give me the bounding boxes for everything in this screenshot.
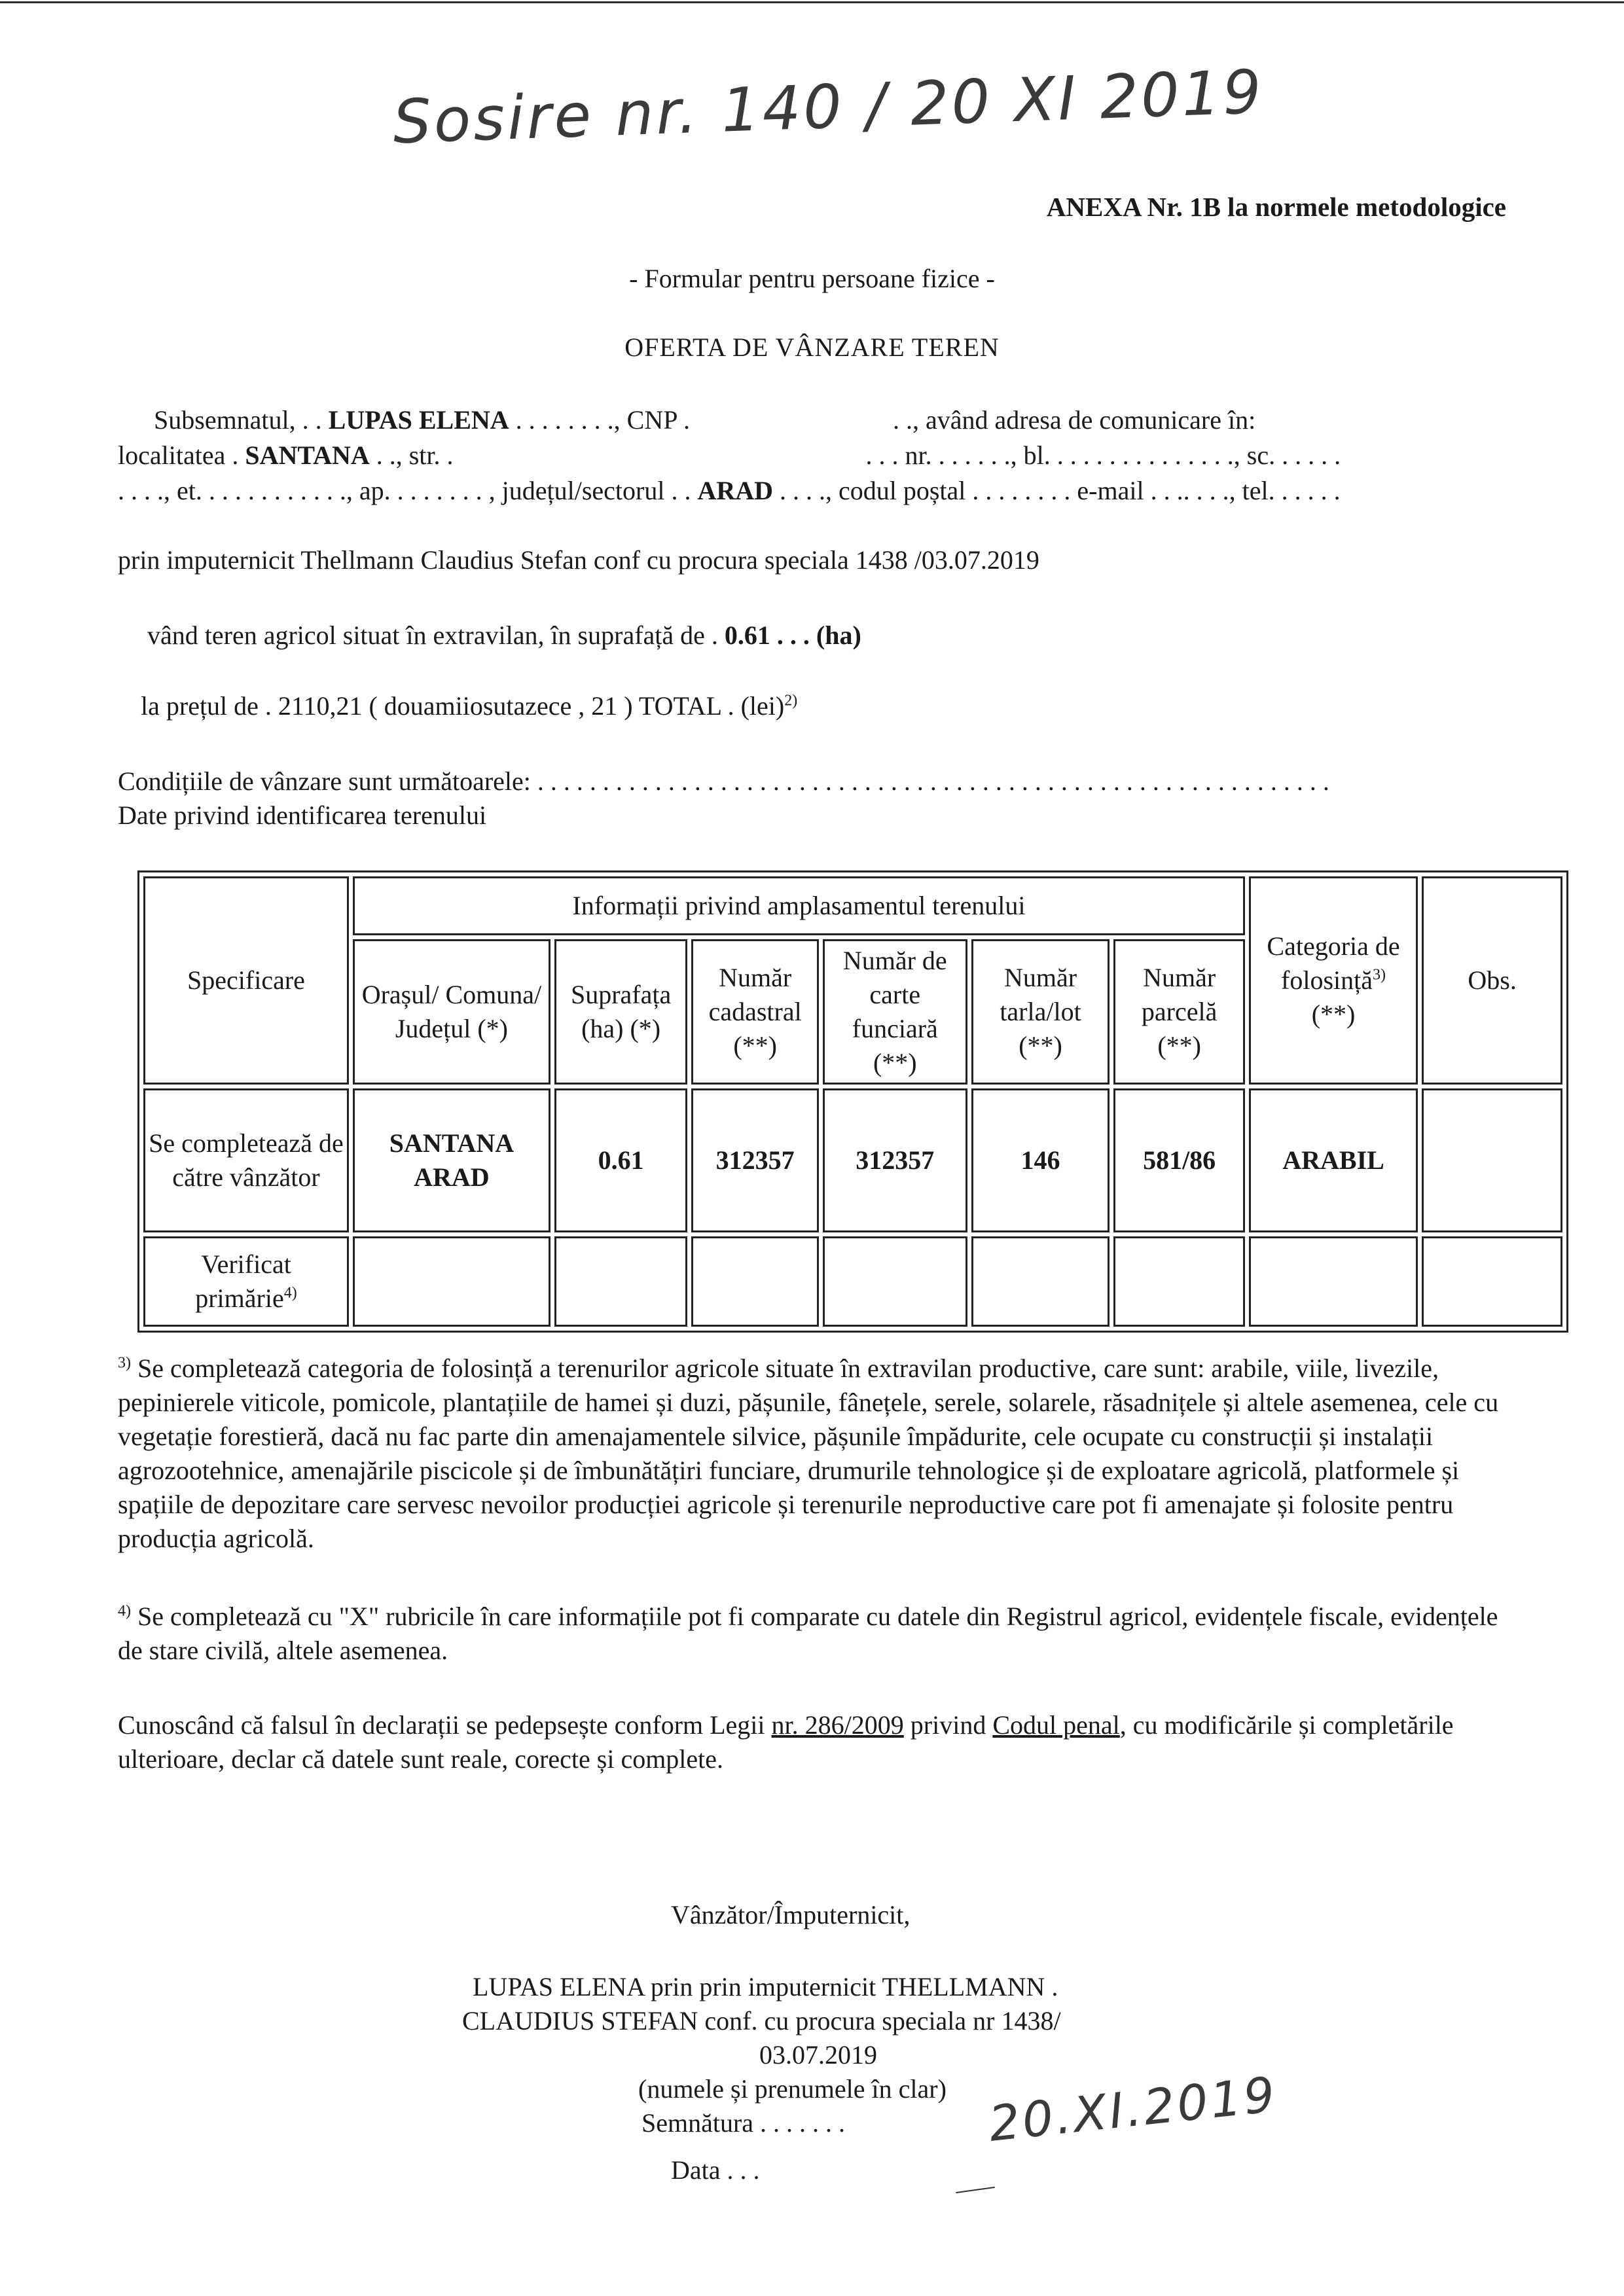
signature-stroke — [956, 2187, 995, 2193]
signature-label: Semnătura . . . . . . . — [641, 2108, 846, 2138]
county-value: ARAD — [697, 476, 773, 505]
verified-cell — [353, 1236, 550, 1327]
cell-obs — [1422, 1088, 1562, 1232]
page-title: OFERTA DE VÂNZARE TEREN — [624, 332, 1000, 362]
signatory-line-1: LUPAS ELENA prin prin imputernicit THELLMANN . — [473, 1972, 1058, 2001]
header-cadastral: Număr cadastral (**) — [691, 939, 818, 1085]
header-parcel: Număr parcelă (**) — [1113, 939, 1245, 1085]
identification-heading: Date privind identificarea terenului — [118, 800, 487, 830]
cell-category: ARABIL — [1249, 1088, 1418, 1232]
identity-line-3: . . . ., et. . . . . . . . . . . ., ap. . . . . . . . , județul/sectorul . . ARAD . . . ., codul poștal . . . . . . . . e-mail . . .. . . ., tel. . . . . . — [118, 476, 1341, 505]
header-city: Orașul/ Comuna/ Județul (*) — [353, 939, 550, 1085]
header-plot: Număr tarla/lot (**) — [971, 939, 1110, 1085]
header-obs: Obs. — [1422, 876, 1562, 1085]
proxy-line: prin imputernicit Thellmann Claudius Stefan conf cu procura speciala 1438 /03.07.2019 — [118, 545, 1039, 575]
footnote-3: $^{3)}$ Se completează categoria de folosință a terenurilor agricole situate în extravilan productive, care sunt: arabile, viile, livezile, pepinierele viticole, pomicole, plantațiile de hamei și duzi, pășunile, fânețele, serele, solarele, răsadnițele și altele asemenea, cele cu vegetație forestieră, dacă nu fac parte din amenajamentele silvice, pășunile împădurite, cele ocupate cu construcții și instalații agrozootehnice, amenajările piscicole și de îmbunătățiri funciare, drumurile tehnologice și de exploatare agricolă, platformele și spațiile de depozitare care servesc nevoilor producției agricole și terenurile neproductive care pot fi amenajate și folosite pentru producția agricolă. — [118, 1354, 1499, 1553]
header-category: Categoria de folosință$^{3)}$ (**) — [1249, 876, 1418, 1085]
date-label: Data . . . — [671, 2155, 760, 2185]
signatory-role: Vânzător/Împuternicit, — [671, 1900, 911, 1929]
header-landbook: Număr de carte funciară (**) — [823, 939, 967, 1085]
law-link[interactable]: nr. 286/2009 — [771, 1710, 904, 1740]
penal-code-link[interactable]: Codul penal — [992, 1710, 1120, 1740]
header-area: Suprafața (ha) (*) — [554, 939, 688, 1085]
conditions-line: Condițiile de vânzare sunt următoarele: . . . . . . . . . . . . . . . . . . . . . . . . . . . . . . . . . . . . . . . . . . . . . . . . . . . . . . . . . . . . . — [118, 766, 1329, 796]
identity-line-1: Subsemnatul, . . LUPAS ELENA . . . . . . . ., CNP . . ., având adresa de comunicare în: — [154, 405, 1256, 435]
cell-area: 0.61 — [554, 1088, 688, 1232]
verified-cell — [554, 1236, 688, 1327]
name-in-clear-label: (numele și prenumele în clar) — [638, 2074, 947, 2104]
verified-cell — [971, 1236, 1110, 1327]
annex-reference: ANEXA Nr. 1B la normele metodologice — [1046, 192, 1506, 222]
identity-line-2: localitatea . SANTANA . ., str. . . . . nr. . . . . . ., bl. . . . . . . . . . . . . . ., sc. . . . . . — [118, 440, 1341, 470]
sale-area-value: 0.61 — [724, 620, 770, 650]
row-label-verified: Verificat primărie$^{4)}$ — [143, 1236, 349, 1327]
cell-parcel: 581/86 — [1113, 1088, 1245, 1232]
verified-cell — [1113, 1236, 1245, 1327]
header-specificare: Specificare — [143, 876, 349, 1085]
row-label-seller: Se completează de către vânzător — [143, 1088, 349, 1232]
verified-cell — [1422, 1236, 1562, 1327]
seller-name: LUPAS ELENA — [328, 405, 509, 435]
cell-cadastral: 312357 — [691, 1088, 818, 1232]
signatory-line-2: CLAUDIUS STEFAN conf. cu procura speciala nr 1438/ — [462, 2006, 1061, 2036]
cell-plot: 146 — [971, 1088, 1110, 1232]
top-border-line — [0, 1, 1624, 3]
locality-value: SANTANA — [245, 440, 370, 470]
header-location-group: Informații privind amplasamentul terenului — [353, 876, 1245, 935]
footnote-4: $^{4)}$ Se completează cu "X" rubricile în care informațiile pot fi comparate cu datele din Registrul agricol, evidențele fiscale, evidențele de stare civilă, altele asemenea. — [118, 1602, 1498, 1665]
declaration-paragraph: Cunoscând că falsul în declarații se pedepsește conform Legii nr. 286/2009 privind Codul penal, cu modificările și completările ulterioare, declar că datele sunt reale, corecte și complete. — [118, 1710, 1454, 1774]
signatory-line-3: 03.07.2019 — [759, 2040, 877, 2070]
table-row-verified — [143, 1236, 1562, 1327]
verified-cell — [691, 1236, 818, 1327]
sale-price-value: 2110,21 ( douamiiosutazece , 21 ) TOTAL . (lei) — [278, 691, 785, 721]
handwritten-registration-note: Sosire nr. 140 / 20 XI 2019 — [391, 56, 1265, 158]
verified-cell — [1249, 1236, 1418, 1327]
cell-landbook: 312357 — [823, 1088, 967, 1232]
land-identification-table — [137, 870, 1568, 1333]
cell-city: SANTANA ARAD — [353, 1088, 550, 1232]
verified-cell — [823, 1236, 967, 1327]
sale-area-line: vând teren agricol situat în extravilan, în suprafață de . 0.61 . . . (ha) — [147, 620, 861, 650]
form-type: - Formular pentru persoane fizice - — [629, 264, 995, 293]
sale-price-line: la prețul de . 2110,21 ( douamiiosutazece , 21 ) TOTAL . (lei)$^{2)}$ — [141, 691, 798, 721]
handwritten-signature-date: 20.XI.2019 — [986, 2066, 1280, 2153]
table-row-seller — [143, 1088, 1562, 1232]
